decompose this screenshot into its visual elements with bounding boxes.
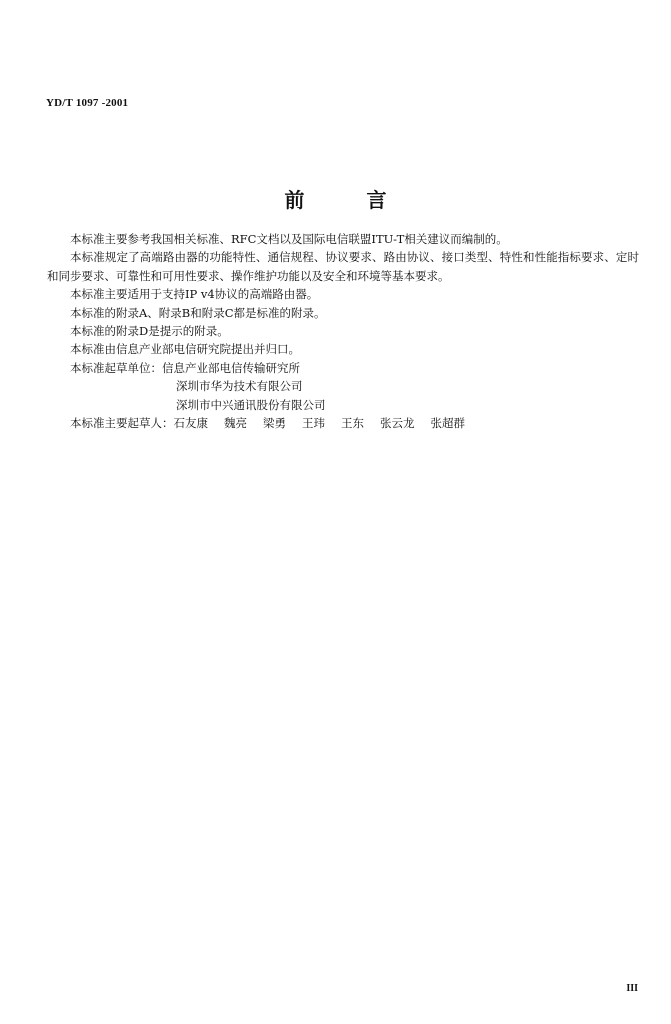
drafting-unit: 深圳市华为技术有限公司 xyxy=(176,379,303,394)
drafting-unit: 深圳市中兴通讯股份有限公司 xyxy=(176,397,326,412)
paragraph: 本标准主要适用于支持IP v4协议的高端路由器。 xyxy=(70,287,319,302)
page-number: III xyxy=(626,983,638,994)
drafting-units-label: 本标准起草单位： xyxy=(70,360,162,375)
page-title xyxy=(0,184,671,213)
paragraph: 本标准主要参考我国相关标准、RFC文档以及国际电信联盟ITU-T相关建议而编制的。 xyxy=(70,232,508,246)
author-name: 魏亮 xyxy=(224,416,247,431)
standard-code: YD/T 1097 -2001 xyxy=(46,97,129,109)
main-authors xyxy=(47,414,639,432)
drafting-units-list xyxy=(47,377,639,414)
author-name: 梁勇 xyxy=(263,416,286,431)
paragraph: 本标准的附录A、附录B和附录C都是标准的附录。 xyxy=(70,305,326,320)
title-char-2: 言 xyxy=(366,188,387,212)
author-name: 王东 xyxy=(341,416,364,431)
author-name: 张云龙 xyxy=(380,416,415,431)
paragraph: 本标准规定了高端路由器的功能特性、通信规程、协议要求、路由协议、接口类型、特性和性能指标要求、定时和同步要求、可靠性和可用性要求、操作维护功能以及安全和环境等基本要求。 xyxy=(47,250,639,283)
author-name: 张超群 xyxy=(430,416,465,431)
drafting-units xyxy=(47,359,639,377)
main-authors-label: 本标准主要起草人： xyxy=(70,416,174,431)
paragraph: 本标准由信息产业部电信研究院提出并归口。 xyxy=(70,342,300,357)
drafting-unit: 信息产业部电信传输研究所 xyxy=(162,360,300,375)
author-name: 石友康 xyxy=(173,416,208,431)
title-char-1: 前 xyxy=(284,188,305,212)
author-name: 王玮 xyxy=(302,416,325,431)
paragraph: 本标准的附录D是提示的附录。 xyxy=(70,324,229,339)
foreword-body xyxy=(47,230,639,432)
